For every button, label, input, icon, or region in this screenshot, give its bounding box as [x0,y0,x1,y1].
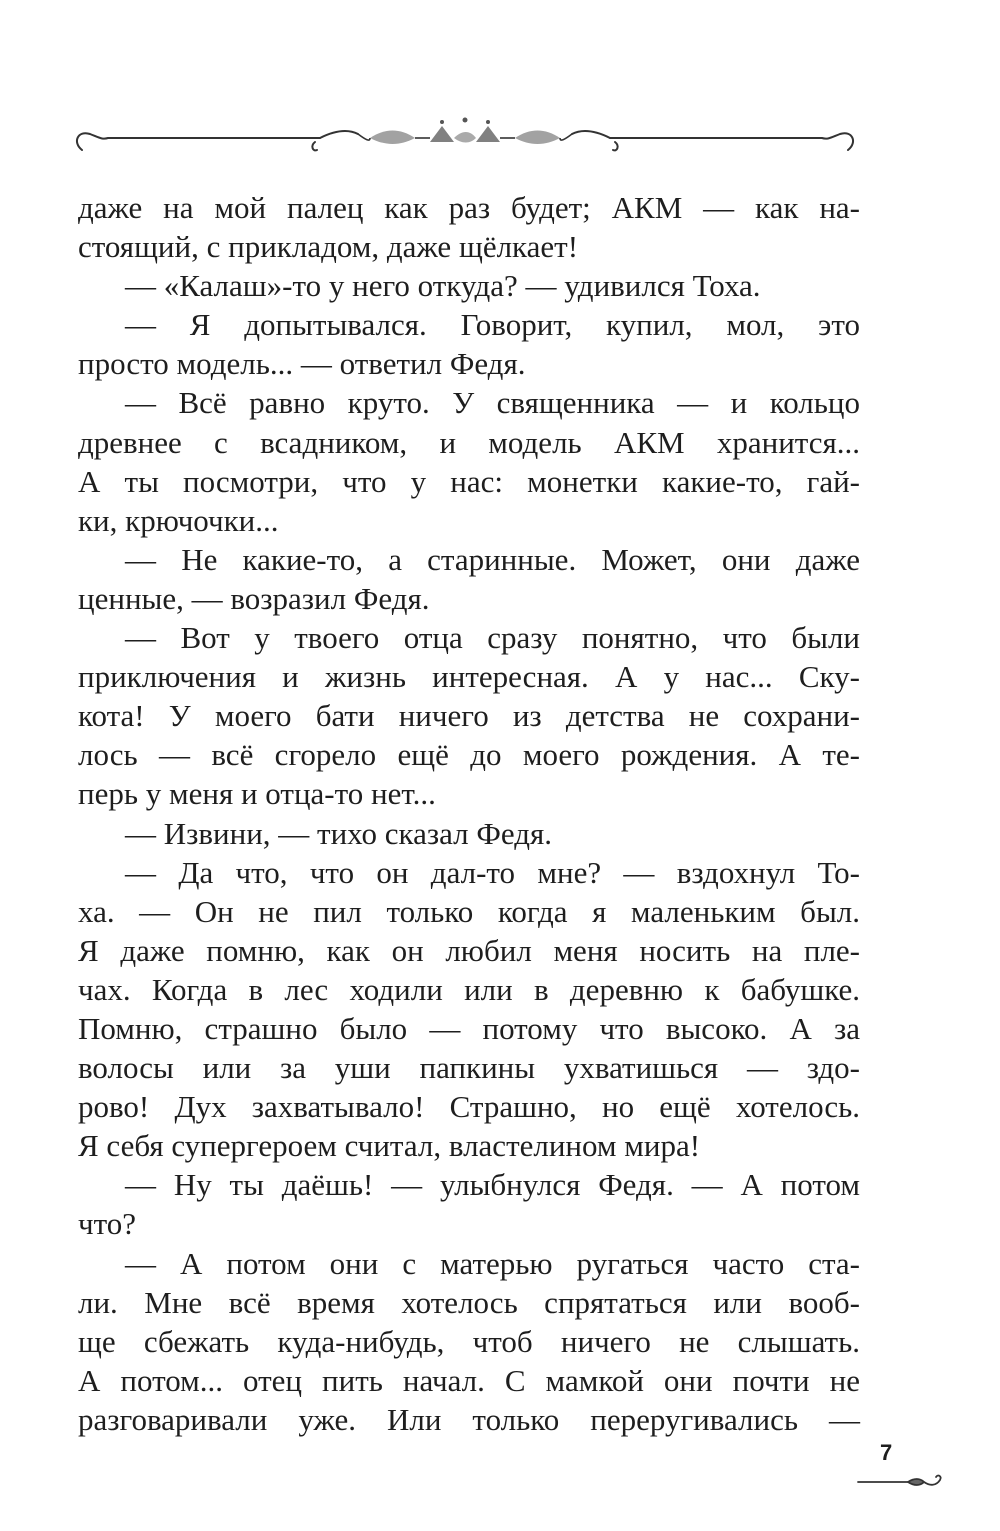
text-line: — Вот у твоего отца сразу понятно, что были [125,620,860,656]
text-line: — Ну ты даёшь! — улыбнулся Федя. — А потом [125,1167,860,1203]
text-line: рово! Дух захватывало! Страшно, но ещё хотелось. [78,1089,860,1125]
text-line: ли. Мне всё время хотелось спрятаться или вооб- [78,1284,860,1320]
text-line: Я себя супергероем считал, властелином мира! [78,1128,701,1164]
header-ornament [70,112,860,162]
text-line: Я даже помню, как он любил меня носить на пле- [78,932,860,968]
body-text [78,188,860,1439]
text-line: Помню, страшно было — потому что высоко. А за [78,1010,860,1046]
text-line: кота! У моего бати ничего из детства не сохрани- [78,698,860,734]
text-line: древнее с всадником, и модель АКМ хранится... [78,424,860,460]
page-number: 7 [880,1440,893,1465]
text-line: — «Калаш»-то у него откуда? — удивился Тоха. [125,268,761,304]
text-line: — Я допытывался. Говорит, купил, мол, это [125,307,860,343]
text-line: — А потом они с матерью ругаться часто ста- [125,1245,860,1281]
text-line: — Всё равно круто. У священника — и кольцо [125,385,860,421]
text-line: волосы или за уши папкины ухватишься — здо- [78,1050,860,1086]
text-line: просто модель... — ответил Федя. [78,346,526,382]
text-line: ки, крючочки... [78,502,279,538]
text-line: А ты посмотри, что у нас: монетки какие-то, гай- [78,463,860,499]
text-line: стоящий, с прикладом, даже щёлкает! [78,229,579,265]
text-line: А потом... отец пить начал. С мамкой они почти не [78,1362,860,1398]
text-line: перь у меня и отца-то нет... [78,776,436,812]
text-line: ще сбежать куда-нибудь, чтоб ничего не слышать. [78,1323,860,1359]
folio-ornament [856,1470,946,1496]
text-line: лось — всё сгорело ещё до моего рождения. А те- [78,737,860,773]
text-line: ценные, — возразил Федя. [78,580,430,616]
text-line: что? [78,1206,136,1242]
text-line: чах. Когда в лес ходили или в деревню к бабушке. [78,971,860,1007]
text-line: — Извини, — тихо сказал Федя. [125,815,552,851]
text-line: — Да что, что он дал-то мне? — вздохнул То- [125,854,860,890]
text-line: приключения и жизнь интересная. А у нас... Ску- [78,659,860,695]
text-line: — Не какие-то, а старинные. Может, они даже [125,541,860,577]
text-line: разговаривали уже. Или только переругивались — [78,1401,860,1437]
text-line: ха. — Он не пил только когда я маленьким был. [78,893,860,929]
text-line: даже на мой палец как раз будет; АКМ — как на- [78,190,860,225]
